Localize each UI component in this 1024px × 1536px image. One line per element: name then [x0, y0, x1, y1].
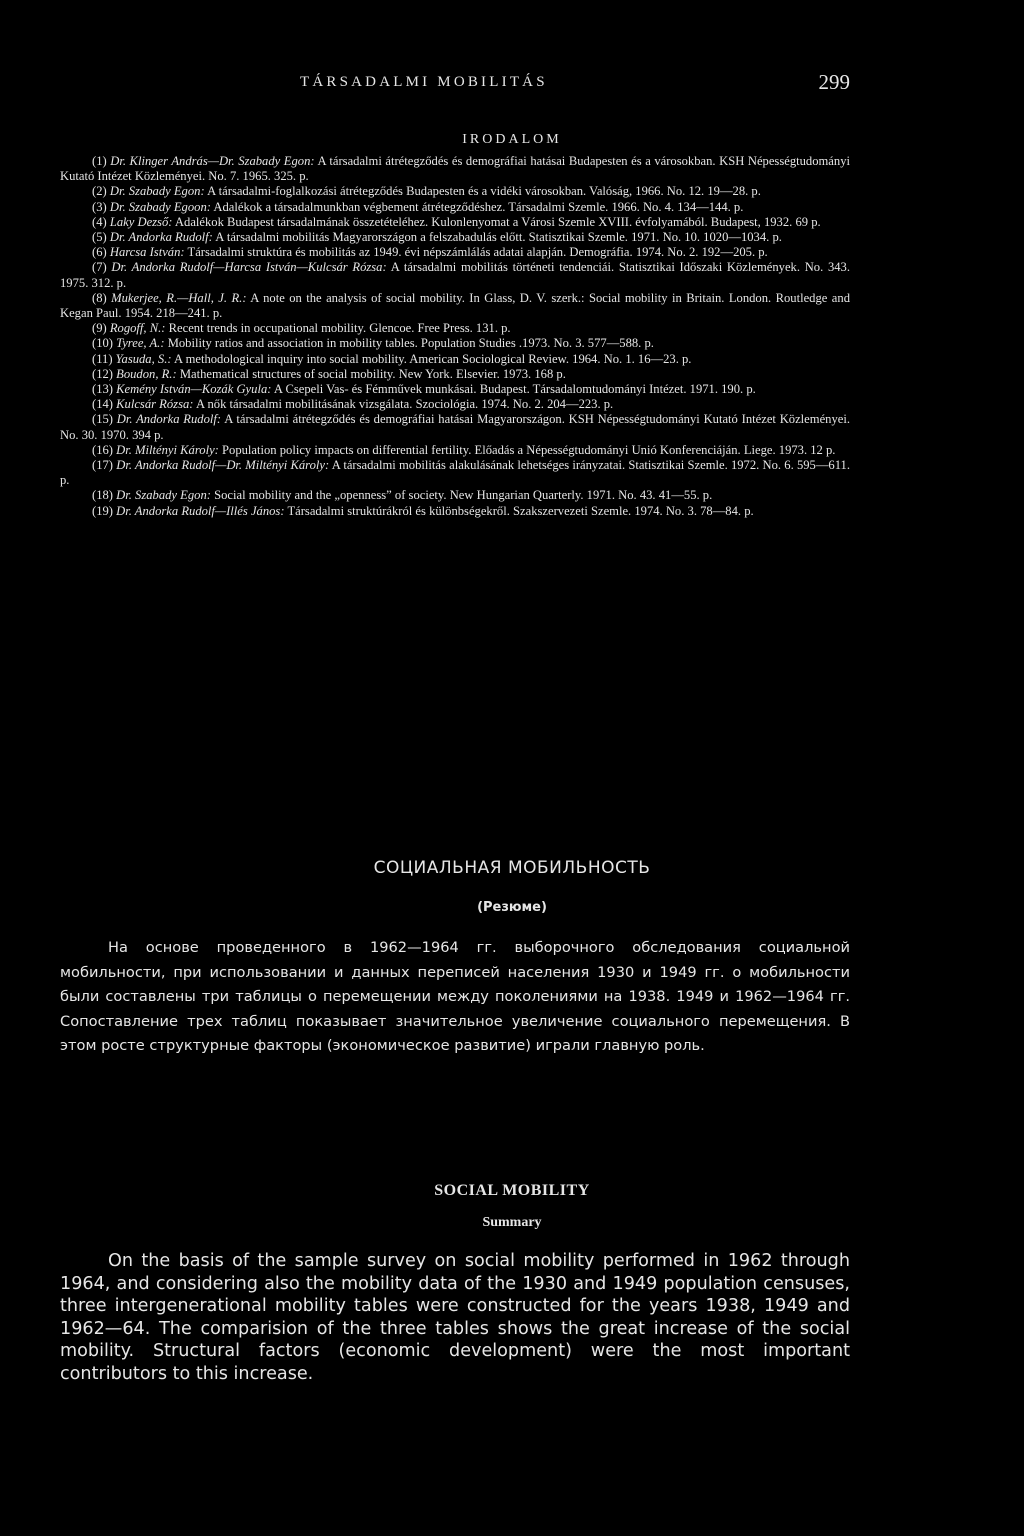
reference-authors: Harcsa István:	[109, 245, 185, 260]
reference-item	[60, 367, 850, 382]
reference-item	[60, 291, 850, 321]
reference-item	[60, 443, 850, 458]
reference-text: Recent trends in occupational mobility. Glencoe. Free Press. 131. p.	[168, 321, 511, 336]
reference-text: A társadalmi átrétegződés és demográfiai hatásai Budapesten és a városokban. KSH Népességtudományi Kutató Intézet Közleményei. No. 7. 1965. 325. p.	[60, 154, 850, 184]
reference-text: A nők társadalmi mobilitásának vizsgálata. Szociológia. 1974. No. 2. 204—223. p.	[195, 397, 614, 412]
reference-text: A Csepeli Vas- és Fémművek munkásai. Budapest. Társadalomtudományi Intézet. 1971. 190. p.	[273, 382, 756, 397]
reference-authors: Dr. Klinger András—Dr. Szabady Egon:	[110, 154, 315, 168]
reference-item	[60, 504, 850, 519]
russian-summary-title: СОЦИАЛЬНАЯ МОБИЛЬНОСТЬ	[373, 858, 651, 878]
reference-authors: Yasuda, S.:	[115, 351, 172, 366]
reference-item	[60, 154, 850, 184]
reference-text: Social mobility and the „openness” of society. New Hungarian Quarterly. 1971. No. 43. 41—55. p.	[214, 488, 713, 503]
reference-text: A társadalmi átrétegződés és demográfiai hatásai Magyarországon. KSH Népességtudományi Kutató Intézet Közleményei. No. 30. 1970. 394 p.	[60, 412, 850, 442]
reference-number: (12)	[92, 366, 113, 381]
reference-number: (13)	[92, 382, 113, 397]
reference-number: (19)	[92, 503, 113, 518]
reference-item	[60, 184, 850, 199]
reference-text: A társadalmi mobilitás Magyarországon a felszabadulás előtt. Statisztikai Szemle. 1971. No. 10. 1020—1034. p.	[215, 230, 782, 245]
reference-authors: Laky Dezső:	[109, 214, 173, 229]
reference-number: (1)	[92, 154, 107, 168]
reference-item	[60, 245, 850, 260]
page-number: 299	[818, 70, 850, 94]
reference-number: (8)	[92, 290, 107, 305]
reference-authors: Dr. Szabady Egon:	[109, 184, 205, 199]
reference-text: A note on the analysis of social mobility. In Glass, D. V. szerk.: Social mobility in Britain. London. Routledge and Kegan Paul. 1954. 218—241. p.	[60, 290, 850, 321]
running-head	[60, 70, 850, 104]
reference-number: (6)	[92, 245, 107, 260]
reference-text: Adalékok a társadalmunkban végbement átrétegződéshez. Társadalmi Szemle. 1966. No. 4. 134—144. p.	[213, 199, 744, 214]
reference-item	[60, 352, 850, 367]
reference-number: (9)	[92, 321, 107, 336]
reference-item	[60, 458, 850, 488]
reference-authors: Tyree, A.:	[116, 336, 165, 351]
reference-text: A társadalmi mobilitás történeti tendenciái. Statisztikai Időszaki Közlemények. No. 343. 1975. 312. p.	[60, 260, 850, 290]
reference-text: A társadalmi-foglalkozási átrétegződés Budapesten és a vidéki városokban. Valóság, 1966. No. 12. 19—28. p.	[207, 184, 761, 199]
reference-number: (14)	[92, 397, 113, 412]
reference-number: (17)	[92, 458, 113, 473]
reference-item	[60, 397, 850, 412]
reference-authors: Dr. Andorka Rudolf:	[109, 230, 213, 245]
reference-authors: Kemény István—Kozák Gyula:	[116, 382, 272, 397]
reference-authors: Dr. Miltényi Károly:	[116, 442, 219, 457]
reference-text: Population policy impacts on differential fertility. Előadás a Népességtudományi Unió Konferenciáján. Liege. 1973. 12 p.	[222, 442, 836, 457]
reference-item	[60, 382, 850, 397]
reference-item	[60, 260, 850, 290]
reference-number: (15)	[92, 412, 113, 427]
reference-authors: Dr. Andorka Rudolf—Harcsa István—Kulcsár Rózsa:	[111, 260, 387, 275]
reference-authors: Mukerjee, R.—Hall, J. R.:	[111, 290, 247, 305]
reference-number: (4)	[92, 214, 107, 229]
reference-item	[60, 321, 850, 336]
reference-text: Mathematical structures of social mobility. New York. Elsevier. 1973. 168 p.	[179, 366, 566, 381]
reference-item	[60, 215, 850, 230]
english-summary-title: SOCIAL MOBILITY	[434, 1182, 590, 1199]
reference-item	[60, 230, 850, 245]
reference-authors: Dr. Andorka Rudolf—Illés János:	[116, 503, 285, 518]
english-summary-subtitle: Summary	[482, 1215, 542, 1230]
reference-text: Mobility ratios and association in mobility tables. Population Studies .1973. No. 3. 577—588. p.	[167, 336, 654, 351]
reference-authors: Dr. Andorka Rudolf—Dr. Miltényi Károly:	[116, 458, 330, 473]
reference-item	[60, 200, 850, 215]
reference-item	[60, 412, 850, 442]
reference-number: (3)	[92, 199, 107, 214]
reference-number: (7)	[92, 260, 107, 275]
reference-number: (11)	[92, 351, 113, 366]
reference-text: A methodological inquiry into social mobility. American Sociological Review. 1964. No. 1. 16—23. p.	[174, 351, 692, 366]
russian-summary-subtitle: (Резюме)	[477, 900, 547, 915]
reference-number: (16)	[92, 442, 113, 457]
reference-authors: Dr. Szabady Egon:	[116, 488, 211, 503]
english-summary-body: On the basis of the sample survey on social mobility performed in 1962 through 1964, and considering also the mobility data of the 1930 and 1949 population censuses, three intergenerational mobility tables were constructed for the years 1938, 1949 and 1962—64. The comparision of the three tables shows the great increase of the social mobility. Structural factors (economic development) were the most important contributors to this increase.	[60, 1251, 850, 1384]
reference-authors: Rogoff, N.:	[109, 321, 166, 336]
reference-number: (10)	[92, 336, 113, 351]
running-title: TÁRSADALMI MOBILITÁS	[300, 74, 548, 90]
reference-list	[60, 154, 850, 519]
reference-number: (18)	[92, 488, 113, 503]
reference-text: Társadalmi struktúrákról és különbségekről. Szakszervezeti Szemle. 1974. No. 3. 78—84. p.	[287, 503, 754, 518]
reference-authors: Boudon, R.:	[116, 366, 177, 381]
references-heading: IRODALOM	[462, 132, 562, 147]
reference-text: Adalékok Budapest társadalmának összetételéhez. Kulonlenyomat a Városi Szemle XVIII. évfolyamából. Budapest, 1932. 69 p.	[174, 214, 821, 229]
reference-number: (5)	[92, 230, 107, 245]
reference-text: Társadalmi struktúra és mobilitás az 1949. évi népszámlálás adatai alapján. Demográfia. 1974. No. 2. 192—205. p.	[187, 245, 768, 260]
russian-summary-body: На основе проведенного в 1962—1964 гг. выборочного обследования социальной мобильности, при использовании и данных переписей населения 1930 и 1949 гг. о мобильности были составлены три таблицы о перемещении между поколениями на 1938. 1949 и 1962—1964 гг. Сопоставление трех таблиц показывает значительное увеличение социального перемещения. В этом росте структурные факторы (экономическое развитие) играли главную роль.	[60, 939, 850, 1055]
reference-authors: Dr. Andorka Rudolf:	[116, 412, 222, 427]
reference-item	[60, 488, 850, 503]
reference-number: (2)	[92, 184, 107, 199]
reference-item	[60, 336, 850, 351]
reference-text: A társadalmi mobilitás alakulásának lehetséges irányzatai. Statisztikai Szemle. 1972. No. 6. 595—611. p.	[60, 458, 850, 488]
reference-authors: Dr. Szabady Egoon:	[109, 199, 211, 214]
reference-authors: Kulcsár Rózsa:	[116, 397, 194, 412]
